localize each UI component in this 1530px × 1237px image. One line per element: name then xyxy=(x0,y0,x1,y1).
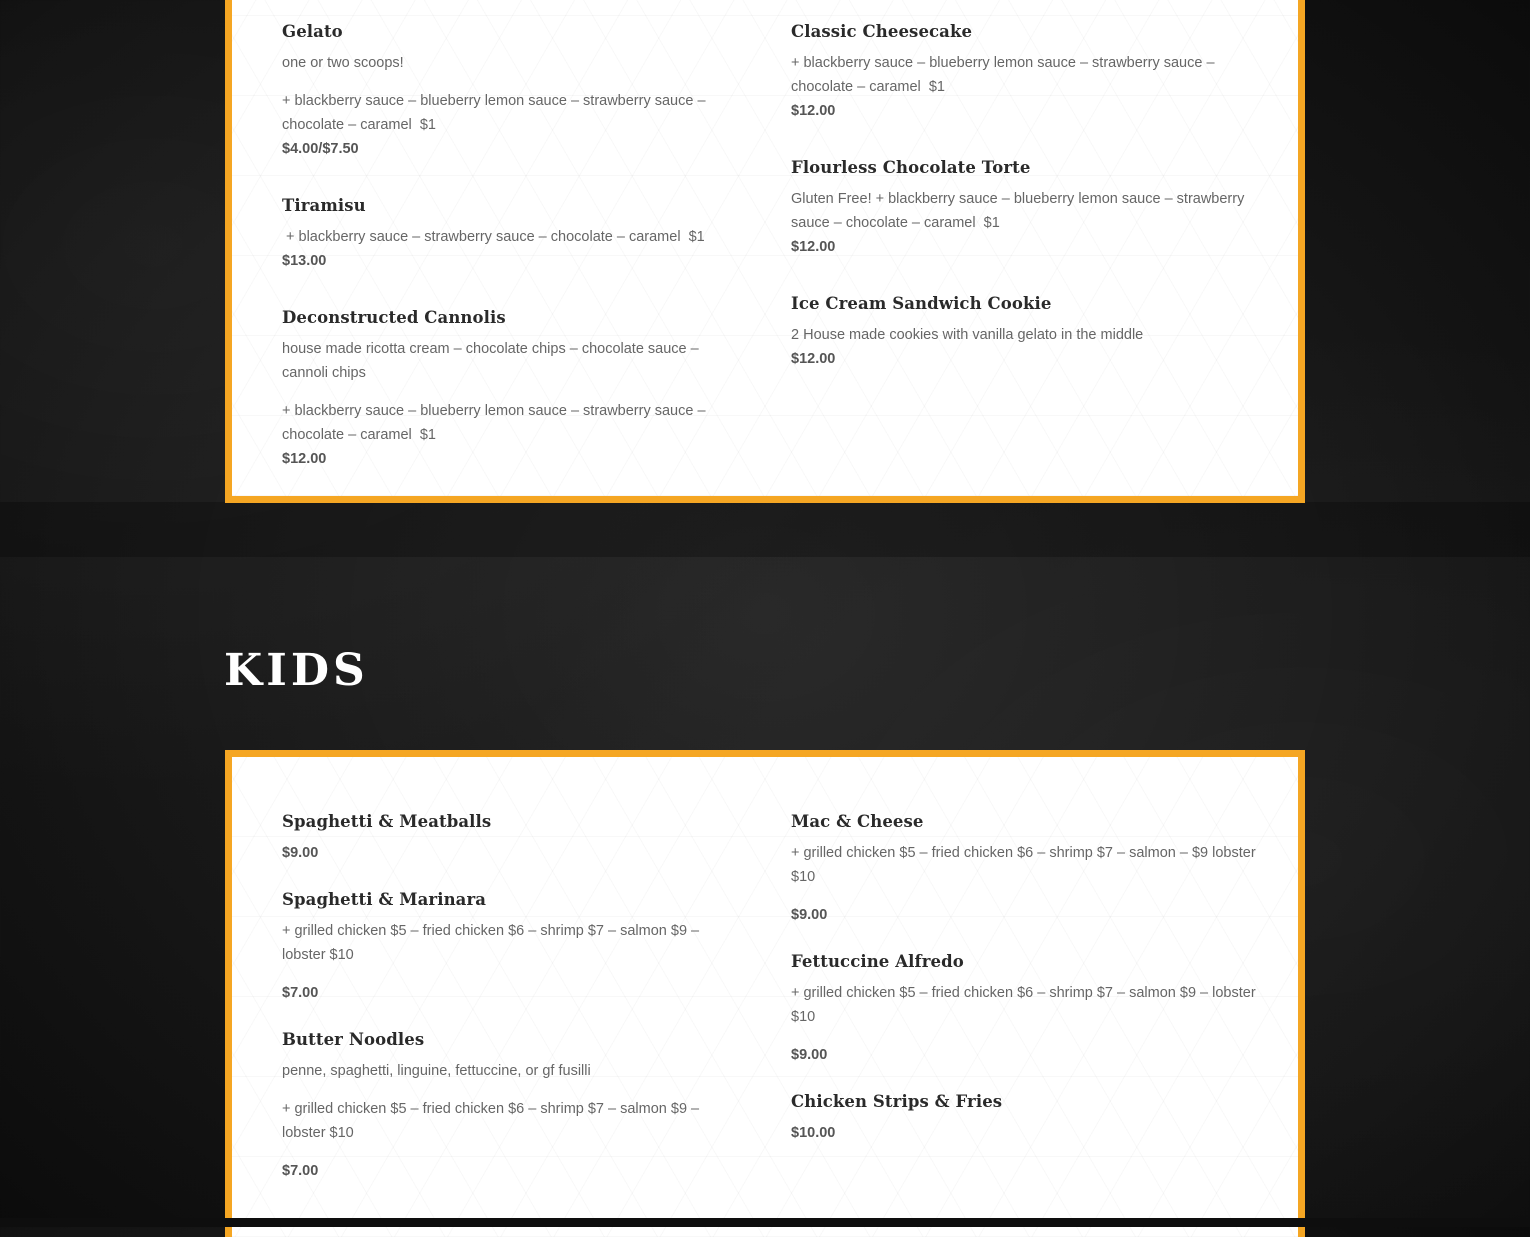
menu-item-name: Fettuccine Alfredo xyxy=(791,952,964,971)
menu-item-spaghetti-marinara xyxy=(282,889,722,1005)
menu-item-description: 2 House made cookies with vanilla gelato in the middle xyxy=(791,327,1144,343)
menu-item-tiramisu xyxy=(282,195,722,273)
desserts-menu-panel xyxy=(225,0,1305,503)
menu-item-fettuccine-alfredo xyxy=(791,951,1261,1067)
menu-item-description: house made ricotta cream – chocolate chips – chocolate sauce – cannoli chips xyxy=(282,341,699,381)
menu-item-price: $9.00 xyxy=(791,1047,828,1063)
menu-item-price: $12.00 xyxy=(791,103,836,119)
menu-item-name: Tiramisu xyxy=(282,196,366,215)
kids-menu-panel xyxy=(225,750,1305,1237)
menu-item-name: Butter Noodles xyxy=(282,1030,425,1049)
menu-item-addons: + grilled chicken $5 – fried chicken $6 – shrimp $7 – salmon $9 – lobster $10 xyxy=(282,923,700,963)
menu-item-name: Spaghetti & Meatballs xyxy=(282,812,492,831)
menu-item-price: $12.00 xyxy=(791,239,836,255)
menu-item-price: $12.00 xyxy=(282,451,327,467)
menu-item-name: Deconstructed Cannolis xyxy=(282,308,506,327)
menu-item-addons: + blackberry sauce – strawberry sauce – chocolate – caramel $1 xyxy=(282,229,705,245)
background-band xyxy=(0,502,1530,557)
menu-item-addons: + blackberry sauce – blueberry lemon sauce – strawberry sauce – chocolate – caramel $1 xyxy=(282,93,706,133)
kids-right-column xyxy=(791,811,1261,1145)
menu-item-addons: + blackberry sauce – blueberry lemon sauce – strawberry sauce – chocolate – caramel $1 xyxy=(791,55,1215,95)
menu-item-price: $10.00 xyxy=(791,1125,836,1141)
desserts-left-column xyxy=(282,21,722,471)
menu-item-spaghetti-meatballs xyxy=(282,811,722,865)
menu-item-name: Classic Cheesecake xyxy=(791,22,973,41)
menu-item-ice-cream-sandwich-cookie xyxy=(791,293,1261,371)
menu-item-mac-cheese xyxy=(791,811,1261,927)
menu-item-gelato xyxy=(282,21,722,161)
menu-item-butter-noodles xyxy=(282,1029,722,1183)
desserts-right-column xyxy=(791,21,1261,371)
menu-item-flourless-chocolate-torte xyxy=(791,157,1261,259)
section-title-kids: KIDS xyxy=(224,645,369,696)
menu-item-price: $4.00/$7.50 xyxy=(282,141,359,157)
menu-item-name: Flourless Chocolate Torte xyxy=(791,158,1031,177)
menu-item-addons: + grilled chicken $5 – fried chicken $6 – shrimp $7 – salmon $9 – lobster $10 xyxy=(791,985,1256,1025)
menu-item-classic-cheesecake xyxy=(791,21,1261,123)
menu-item-chicken-strips-fries xyxy=(791,1091,1261,1145)
menu-item-description: one or two scoops! xyxy=(282,55,404,71)
page-bottom-edge xyxy=(0,1218,1530,1227)
menu-item-addons: + grilled chicken $5 – fried chicken $6 – shrimp $7 – salmon $9 – lobster $10 xyxy=(282,1101,700,1141)
menu-item-price: $7.00 xyxy=(282,1163,319,1179)
menu-item-description: penne, spaghetti, linguine, fettuccine, or gf fusilli xyxy=(282,1063,591,1079)
menu-item-deconstructed-cannolis xyxy=(282,307,722,471)
menu-item-price: $12.00 xyxy=(791,351,836,367)
kids-left-column xyxy=(282,811,722,1183)
menu-item-name: Chicken Strips & Fries xyxy=(791,1092,1003,1111)
menu-item-price: $9.00 xyxy=(791,907,828,923)
menu-item-name: Gelato xyxy=(282,22,343,41)
menu-item-name: Ice Cream Sandwich Cookie xyxy=(791,294,1052,313)
menu-item-price: $13.00 xyxy=(282,253,327,269)
menu-item-addons: + grilled chicken $5 – fried chicken $6 – shrimp $7 – salmon – $9 lobster $10 xyxy=(791,845,1256,885)
menu-item-name: Spaghetti & Marinara xyxy=(282,890,487,909)
menu-item-price: $9.00 xyxy=(282,845,319,861)
menu-item-addons: + blackberry sauce – blueberry lemon sauce – strawberry sauce – chocolate – caramel $1 xyxy=(282,403,706,443)
menu-item-name: Mac & Cheese xyxy=(791,812,924,831)
menu-item-price: $7.00 xyxy=(282,985,319,1001)
menu-item-addons: Gluten Free! + blackberry sauce – blueberry lemon sauce – strawberry sauce – chocolate – caramel $1 xyxy=(791,191,1245,231)
